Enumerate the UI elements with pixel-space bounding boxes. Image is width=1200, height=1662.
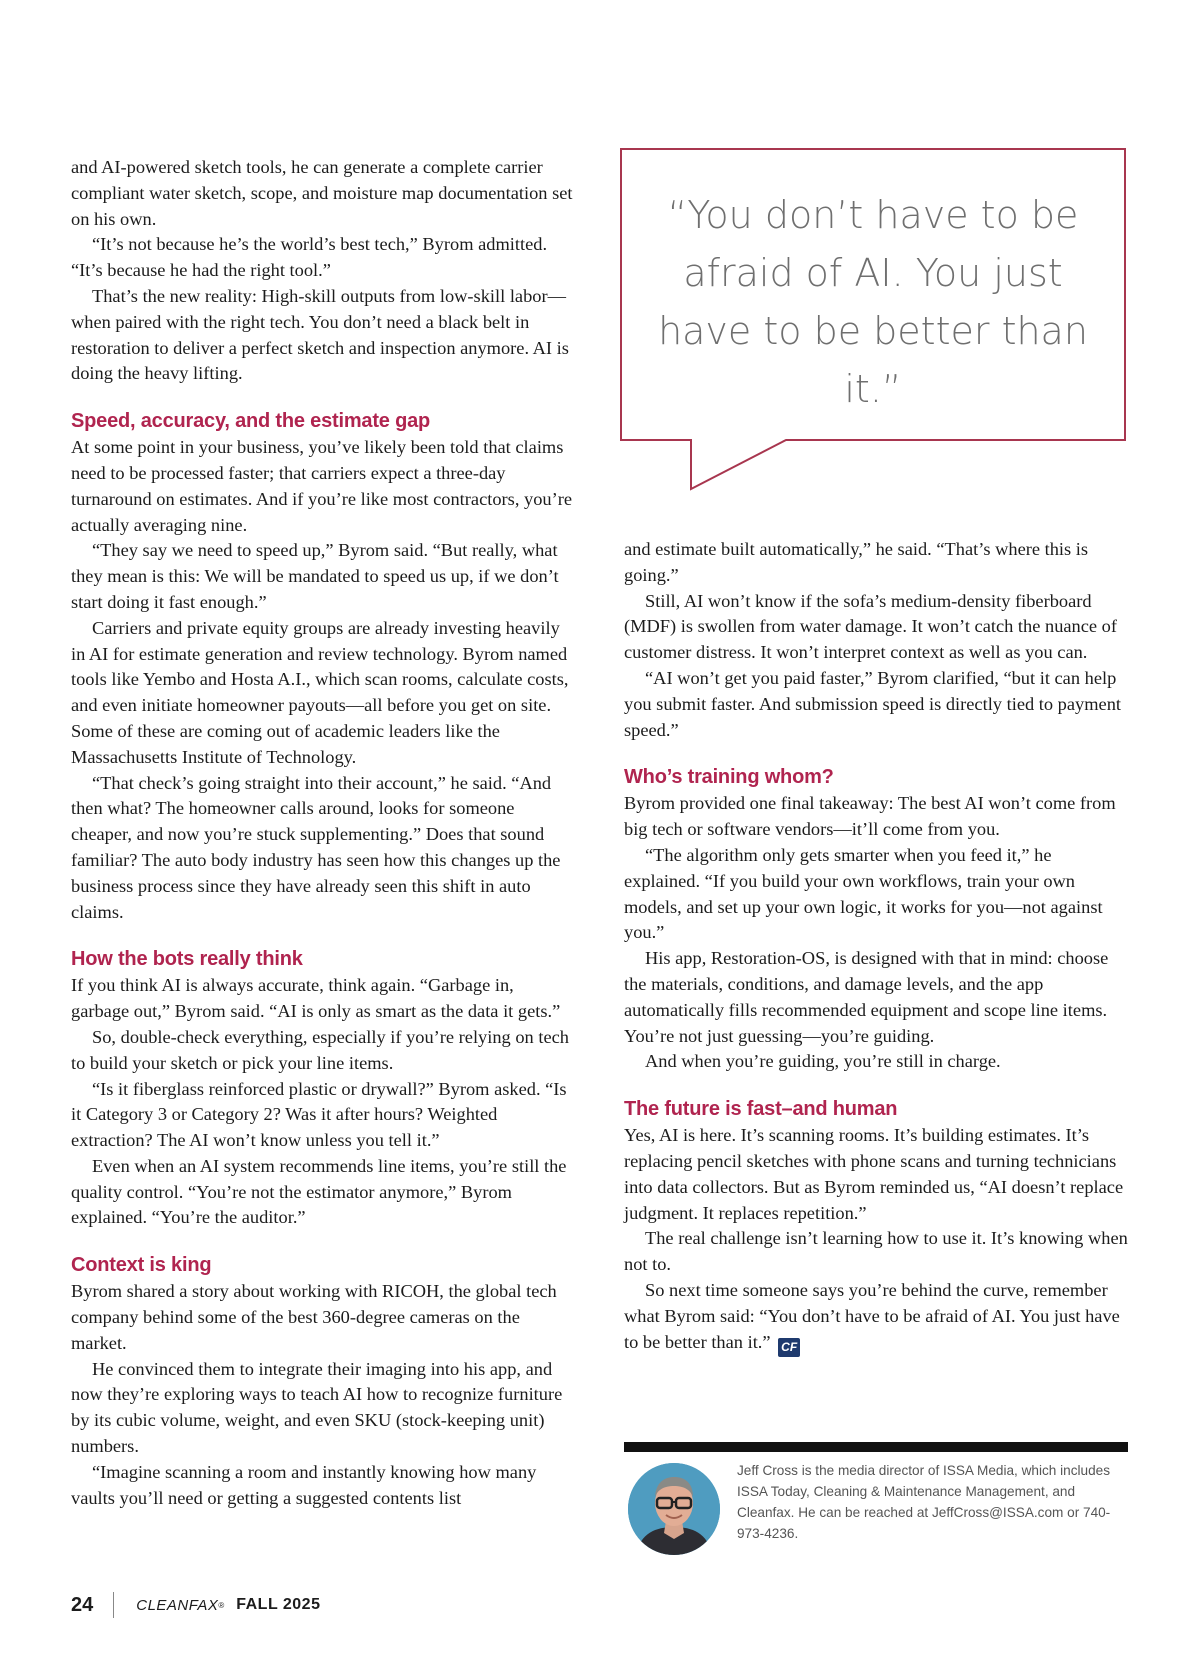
paragraph: Even when an AI system recommends line items, you’re still the quality control. “You’re not the estimator anymore,” Byrom explained. “You’re the auditor.”	[71, 1155, 567, 1228]
paragraph: If you think AI is always accurate, think again. “Garbage in, garbage out,” Byrom said. “AI is only as smart as the data it gets.”	[71, 975, 561, 1022]
paragraph: and estimate built automatically,” he said. “That’s where this is going.”	[624, 539, 1089, 585]
section-heading-bots: How the bots really think	[71, 948, 303, 971]
paragraph: “Imagine scanning a room and instantly knowing how many vaults you’ll need or getting a suggested contents list	[71, 1461, 537, 1508]
paragraph: Byrom shared a story about working with RICOH, the global tech company behind some of the best 360-degree cameras on the market.	[71, 1281, 557, 1353]
section-heading-speed: Speed, accuracy, and the estimate gap	[71, 410, 431, 433]
paragraph: “It’s not because he’s the world’s best tech,” Byrom admitted. “It’s because he had the right tool.”	[71, 234, 548, 281]
paragraph: “That check’s going straight into their account,” he said. “And then what? The homeowner calls around, looks for someone cheaper, and now you’re stuck supplementing.” Does that sound familiar? The auto body industry has seen how this changes up the business process since they have already seen this shift in auto claims.	[71, 772, 561, 922]
issue-label: FALL 2025	[236, 1596, 321, 1613]
paragraph: Carriers and private equity groups are already investing heavily in AI for estimate generation and review technology. Byrom named tools like Yembo and Hosta A.I., which scan rooms, calculate costs, and even initiate homeowner payouts—all before you get on site. Some of these are coming out of academic leaders like the Massachusetts Institute of Technology.	[71, 617, 569, 767]
author-bio: Jeff Cross is the media director of ISSA Media, which includes ISSA Today, Cleaning & Maintenance Management, and Cleanfax. He can be reached at JeffCross@ISSA.com or 740-973-4236.	[737, 1463, 1111, 1541]
paragraph: So, double-check everything, especially if you’re relying on tech to build your sketch or pick your line items.	[71, 1026, 569, 1073]
article-right-column	[624, 537, 1129, 1357]
section-heading-future: The future is fast–and human	[624, 1098, 898, 1121]
paragraph: Yes, AI is here. It’s scanning rooms. It’s building estimates. It’s replacing pencil sketches with phone scans and turning technicians into data collectors. But as Byrom reminded us, “AI doesn’t replace judgment. It replaces repetition.”	[624, 1125, 1124, 1223]
section-heading-context: Context is king	[71, 1254, 212, 1277]
paragraph: “They say we need to speed up,” Byrom said. “But really, what they mean is this: We will be mandated to speed us up, if we don’t start doing it fast enough.”	[71, 540, 559, 612]
paragraph: That’s the new reality: High-skill outputs from low-skill labor—when paired with the right tech. You don’t need a black belt in restoration to deliver a perfect sketch and inspection anymore. AI is doing the heavy lifting.	[71, 285, 569, 384]
paragraph: “The algorithm only gets smarter when you feed it,” he explained. “If you build your own workflows, train your own models, and set up your own logic, it works for you—not against you.”	[624, 844, 1103, 943]
pull-quote-tail	[690, 439, 800, 493]
footer-divider	[113, 1592, 114, 1618]
page-number: 24	[71, 1593, 94, 1616]
author-portrait-icon	[628, 1463, 720, 1555]
paragraph: And when you’re guiding, you’re still in charge.	[645, 1051, 1001, 1072]
paragraph: He convinced them to integrate their imaging into his app, and now they’re exploring ways to teach AI how to recognize furniture by its cubic volume, weight, and even SKU (stock-keeping unit) numbers.	[71, 1358, 563, 1457]
registered-mark: ®	[218, 1600, 225, 1610]
paragraph: and AI-powered sketch tools, he can generate a complete carrier compliant water sketch, scope, and moisture map documentation set on his own.	[71, 157, 573, 229]
paragraph: Byrom provided one final takeaway: The best AI won’t come from big tech or software vendors—it’ll come from you.	[624, 793, 1116, 840]
paragraph: His app, Restoration-OS, is designed with that in mind: choose the materials, conditions, and damage levels, and the app automatically fills recommended equipment and scope line items. You’re not just guessing—you’re guiding.	[624, 948, 1109, 1046]
cleanfax-end-mark-icon: CF	[778, 1338, 800, 1357]
paragraph: Still, AI won’t know if the sofa’s medium-density fiberboard (MDF) is swollen from water damage. It won’t catch the nuance of customer distress. It won’t interpret context as well as you can.	[624, 590, 1117, 663]
article-left-column	[71, 155, 573, 1511]
section-heading-training: Who’s training whom?	[624, 766, 834, 789]
page-footer	[71, 1590, 320, 1620]
bio-divider-rule	[624, 1442, 1128, 1452]
paragraph: At some point in your business, you’ve likely been told that claims need to be processed faster; that carriers expect a three-day turnaround on estimates. And if you’re like most contractors, you’re actually averaging nine.	[71, 437, 573, 535]
author-avatar	[628, 1463, 720, 1555]
pull-quote-text: “You don’t have to be afraid of AI. You just have to be better than it.”	[658, 193, 1088, 411]
paragraph: “Is it fiberglass reinforced plastic or drywall?” Byrom asked. “Is it Category 3 or Category 2? Was it after hours? Weighted extraction? The AI won’t know unless you tell it.”	[71, 1078, 567, 1151]
magazine-name: CLEANFAX	[136, 1596, 219, 1614]
closing-paragraph-text: So next time someone says you’re behind the curve, remember what Byrom said: “You don’t have to be afraid of AI. You just have to be better than it.”	[624, 1279, 1120, 1352]
paragraph	[624, 1278, 1129, 1357]
paragraph: The real challenge isn’t learning how to use it. It’s knowing when not to.	[624, 1228, 1128, 1275]
paragraph: “AI won’t get you paid faster,” Byrom clarified, “but it can help you submit faster. And submission speed is directly tied to payment speed.”	[624, 667, 1122, 740]
